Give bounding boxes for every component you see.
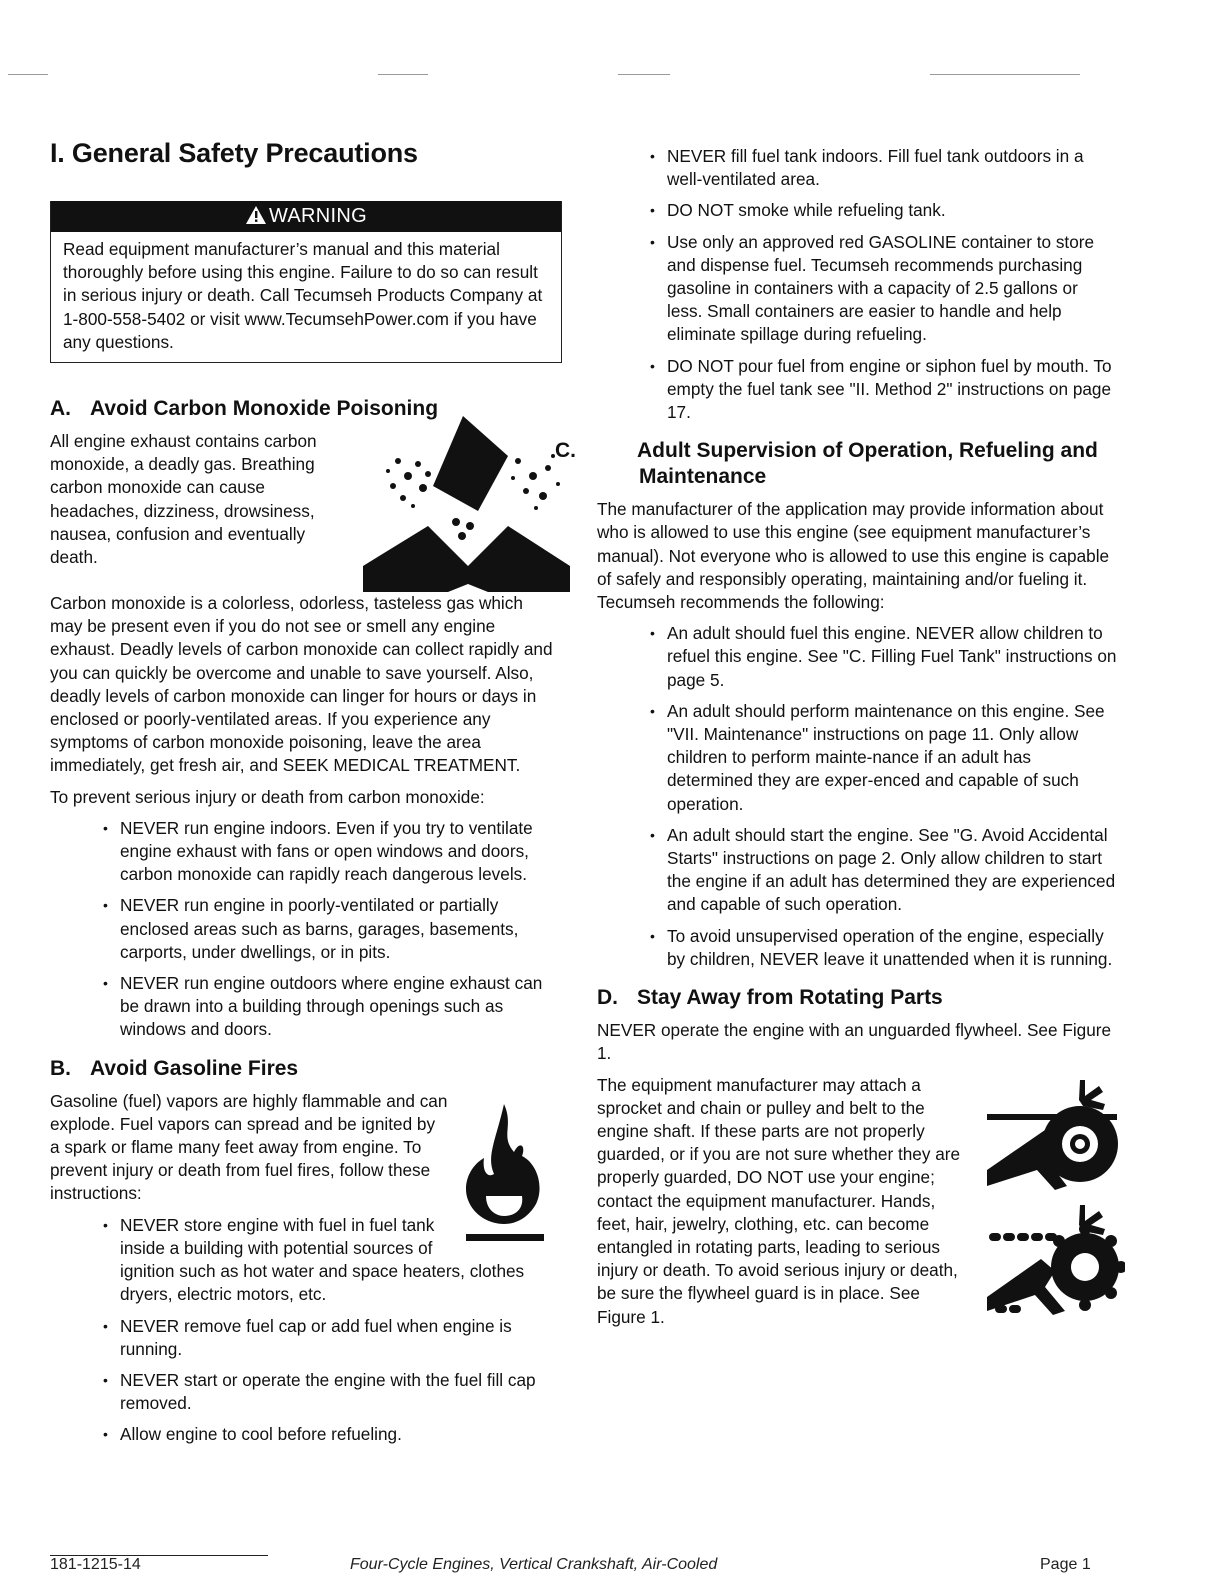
section-a-lead-in: To prevent serious injury or death from carbon monoxide: bbox=[50, 786, 485, 807]
warning-title: WARNING bbox=[268, 205, 368, 227]
list-item: • To avoid unsupervised operation of the engine, especially by children, NEVER leave it unattended when it is running. bbox=[667, 925, 1117, 971]
list-item: • An adult should start the engine. See "G. Avoid Accidental Starts" instructions on page 2. Only allow children to start the engine if an adult has determined they are experienced and capable of such operation. bbox=[667, 824, 1117, 917]
list-item: • NEVER remove fuel cap or add fuel when engine is running. bbox=[120, 1315, 560, 1361]
list-item: • NEVER run engine in poorly-ventilated or partially enclosed areas such as barns, garages, basements, carports, under dwellings, or in pits. bbox=[120, 894, 560, 964]
section-c-intro: The manufacturer of the application may provide information about who is allowed to use this engine (see equipment manufacturer’s manual). Not everyone who is allowed to use this engine is capable of safely and responsibly operating, maintaining and/or fueling it. Tecumseh recommends the following: bbox=[597, 499, 1110, 613]
list-item: • Allow engine to cool before refueling. bbox=[120, 1423, 560, 1446]
section-d-heading: D. Stay Away from Rotating Parts bbox=[597, 986, 943, 1010]
section-a-paragraph: Carbon monoxide is a colorless, odorless, tasteless gas which may be present even if you do not see or smell any engine exhaust. Deadly levels of carbon monoxide can collect rapidly and you can quickly be overcome and unable to save yourself. Also, deadly levels of carbon monoxide can linger for hours or days in enclosed or poorly-ventilated areas. If you experience any symptoms of carbon monoxide poisoning, leave the area immediately, get fresh air, and SEEK MEDICAL TREATMENT. bbox=[50, 593, 553, 776]
section-c-list bbox=[597, 622, 1117, 971]
figure-1 bbox=[985, 1074, 1125, 1324]
list-item: • DO NOT smoke while refueling tank. bbox=[667, 199, 1117, 222]
scan-artifact bbox=[618, 74, 670, 75]
left-column bbox=[50, 138, 560, 1455]
list-item: • DO NOT pour fuel from engine or siphon fuel by mouth. To empty the fuel tank see "II. Method 2" instructions on page 17. bbox=[667, 355, 1117, 425]
pulley-entanglement-icon bbox=[985, 1074, 1125, 1192]
list-item: • NEVER start or operate the engine with the fuel fill cap removed. bbox=[120, 1369, 560, 1415]
list-item: • NEVER run engine outdoors where engine exhaust can be drawn into a building through openings such as windows and doors. bbox=[120, 972, 560, 1042]
section-c-heading: C. Adult Supervision of Operation, Refueling and Maintenance bbox=[555, 439, 1098, 489]
footer-page-number: Page 1 bbox=[1040, 1556, 1091, 1573]
scan-artifact bbox=[8, 74, 48, 75]
warning-box bbox=[50, 201, 562, 363]
section-d-paragraph: NEVER operate the engine with an unguarded flywheel. See Figure 1. bbox=[597, 1020, 1112, 1064]
section-b-heading: B. Avoid Gasoline Fires bbox=[50, 1056, 299, 1080]
list-item: • Use only an approved red GASOLINE container to store and dispense fuel. Tecumseh recommends purchasing gasoline in containers with a capacity of 2.5 gallons or less. Small containers are easier to handle and help eliminate spillage during refueling. bbox=[667, 231, 1117, 347]
scan-artifact bbox=[930, 74, 1080, 75]
section-d-body: The equipment manufacturer may attach a sprocket and chain or pulley and belt to the engine shaft. If these parts are not properly guarded, or if you are not sure whether they are properly guarded, DO NOT use your engine; contact the equipment manufacturer. Hands, feet, hair, jewelry, clothing, etc. can become entangled in rotating parts, leading to serious injury or death. To avoid serious injury or death, be sure the flywheel guard is in place. See Figure 1. bbox=[597, 1074, 961, 1327]
warning-triangle-icon bbox=[245, 205, 267, 225]
carbon-monoxide-hazard-icon bbox=[358, 416, 570, 592]
warning-header bbox=[51, 201, 561, 232]
section-b-list-continued bbox=[597, 145, 1117, 424]
list-item: • NEVER fill fuel tank indoors. Fill fuel tank outdoors in a well-ventilated area. bbox=[667, 145, 1117, 191]
footer-part-number: 181-1215-14 bbox=[50, 1556, 141, 1573]
scan-artifact bbox=[378, 74, 428, 75]
right-column bbox=[555, 145, 1117, 1337]
section-a-list bbox=[50, 817, 560, 1042]
footer-title: Four-Cycle Engines, Vertical Crankshaft, Air-Cooled bbox=[350, 1556, 718, 1573]
section-a-intro: All engine exhaust contains carbon monoxide, a deadly gas. Breathing carbon monoxide can cause headaches, dizziness, drowsiness, nausea, confusion and eventually death. bbox=[50, 431, 317, 568]
section-b-intro: Gasoline (fuel) vapors are highly flammable and can explode. Fuel vapors can spread and be ignited by a spark or flame many feet away from engine. To prevent injury or death from fuel fires, follow these instructions: bbox=[50, 1090, 448, 1204]
section-b-list bbox=[50, 1214, 560, 1447]
section-a-heading: A. Avoid Carbon Monoxide Poisoning bbox=[50, 397, 439, 421]
list-item: • An adult should fuel this engine. NEVER allow children to refuel this engine. See "C. Filling Fuel Tank" instructions on page 5. bbox=[667, 622, 1117, 692]
list-item: • An adult should perform maintenance on this engine. See "VII. Maintenance" instructions on page 11. Only allow children to perform mainte-nance if an adult has determined they are exper-enced and capable of such operation. bbox=[667, 700, 1117, 816]
warning-text: Read equipment manufacturer’s manual and this material thoroughly before using this engine. Failure to do so can result in serious injury or death. Call Tecumseh Products Company at 1-800-558-5402 or visit www.TecumsehPower.com if you have any questions. bbox=[63, 239, 543, 352]
page-title: I. General Safety Precautions bbox=[50, 138, 418, 168]
sprocket-chain-icon bbox=[985, 1201, 1125, 1319]
list-item: • NEVER store engine with fuel in fuel tank inside a building with potential sources of ignition such as hot water and space heaters, clothes dryers, electric motors, etc. bbox=[120, 1214, 560, 1307]
list-item: • NEVER run engine indoors. Even if you try to ventilate engine exhaust with fans or open windows and doors, carbon monoxide can rapidly reach dangerous levels. bbox=[120, 817, 560, 887]
